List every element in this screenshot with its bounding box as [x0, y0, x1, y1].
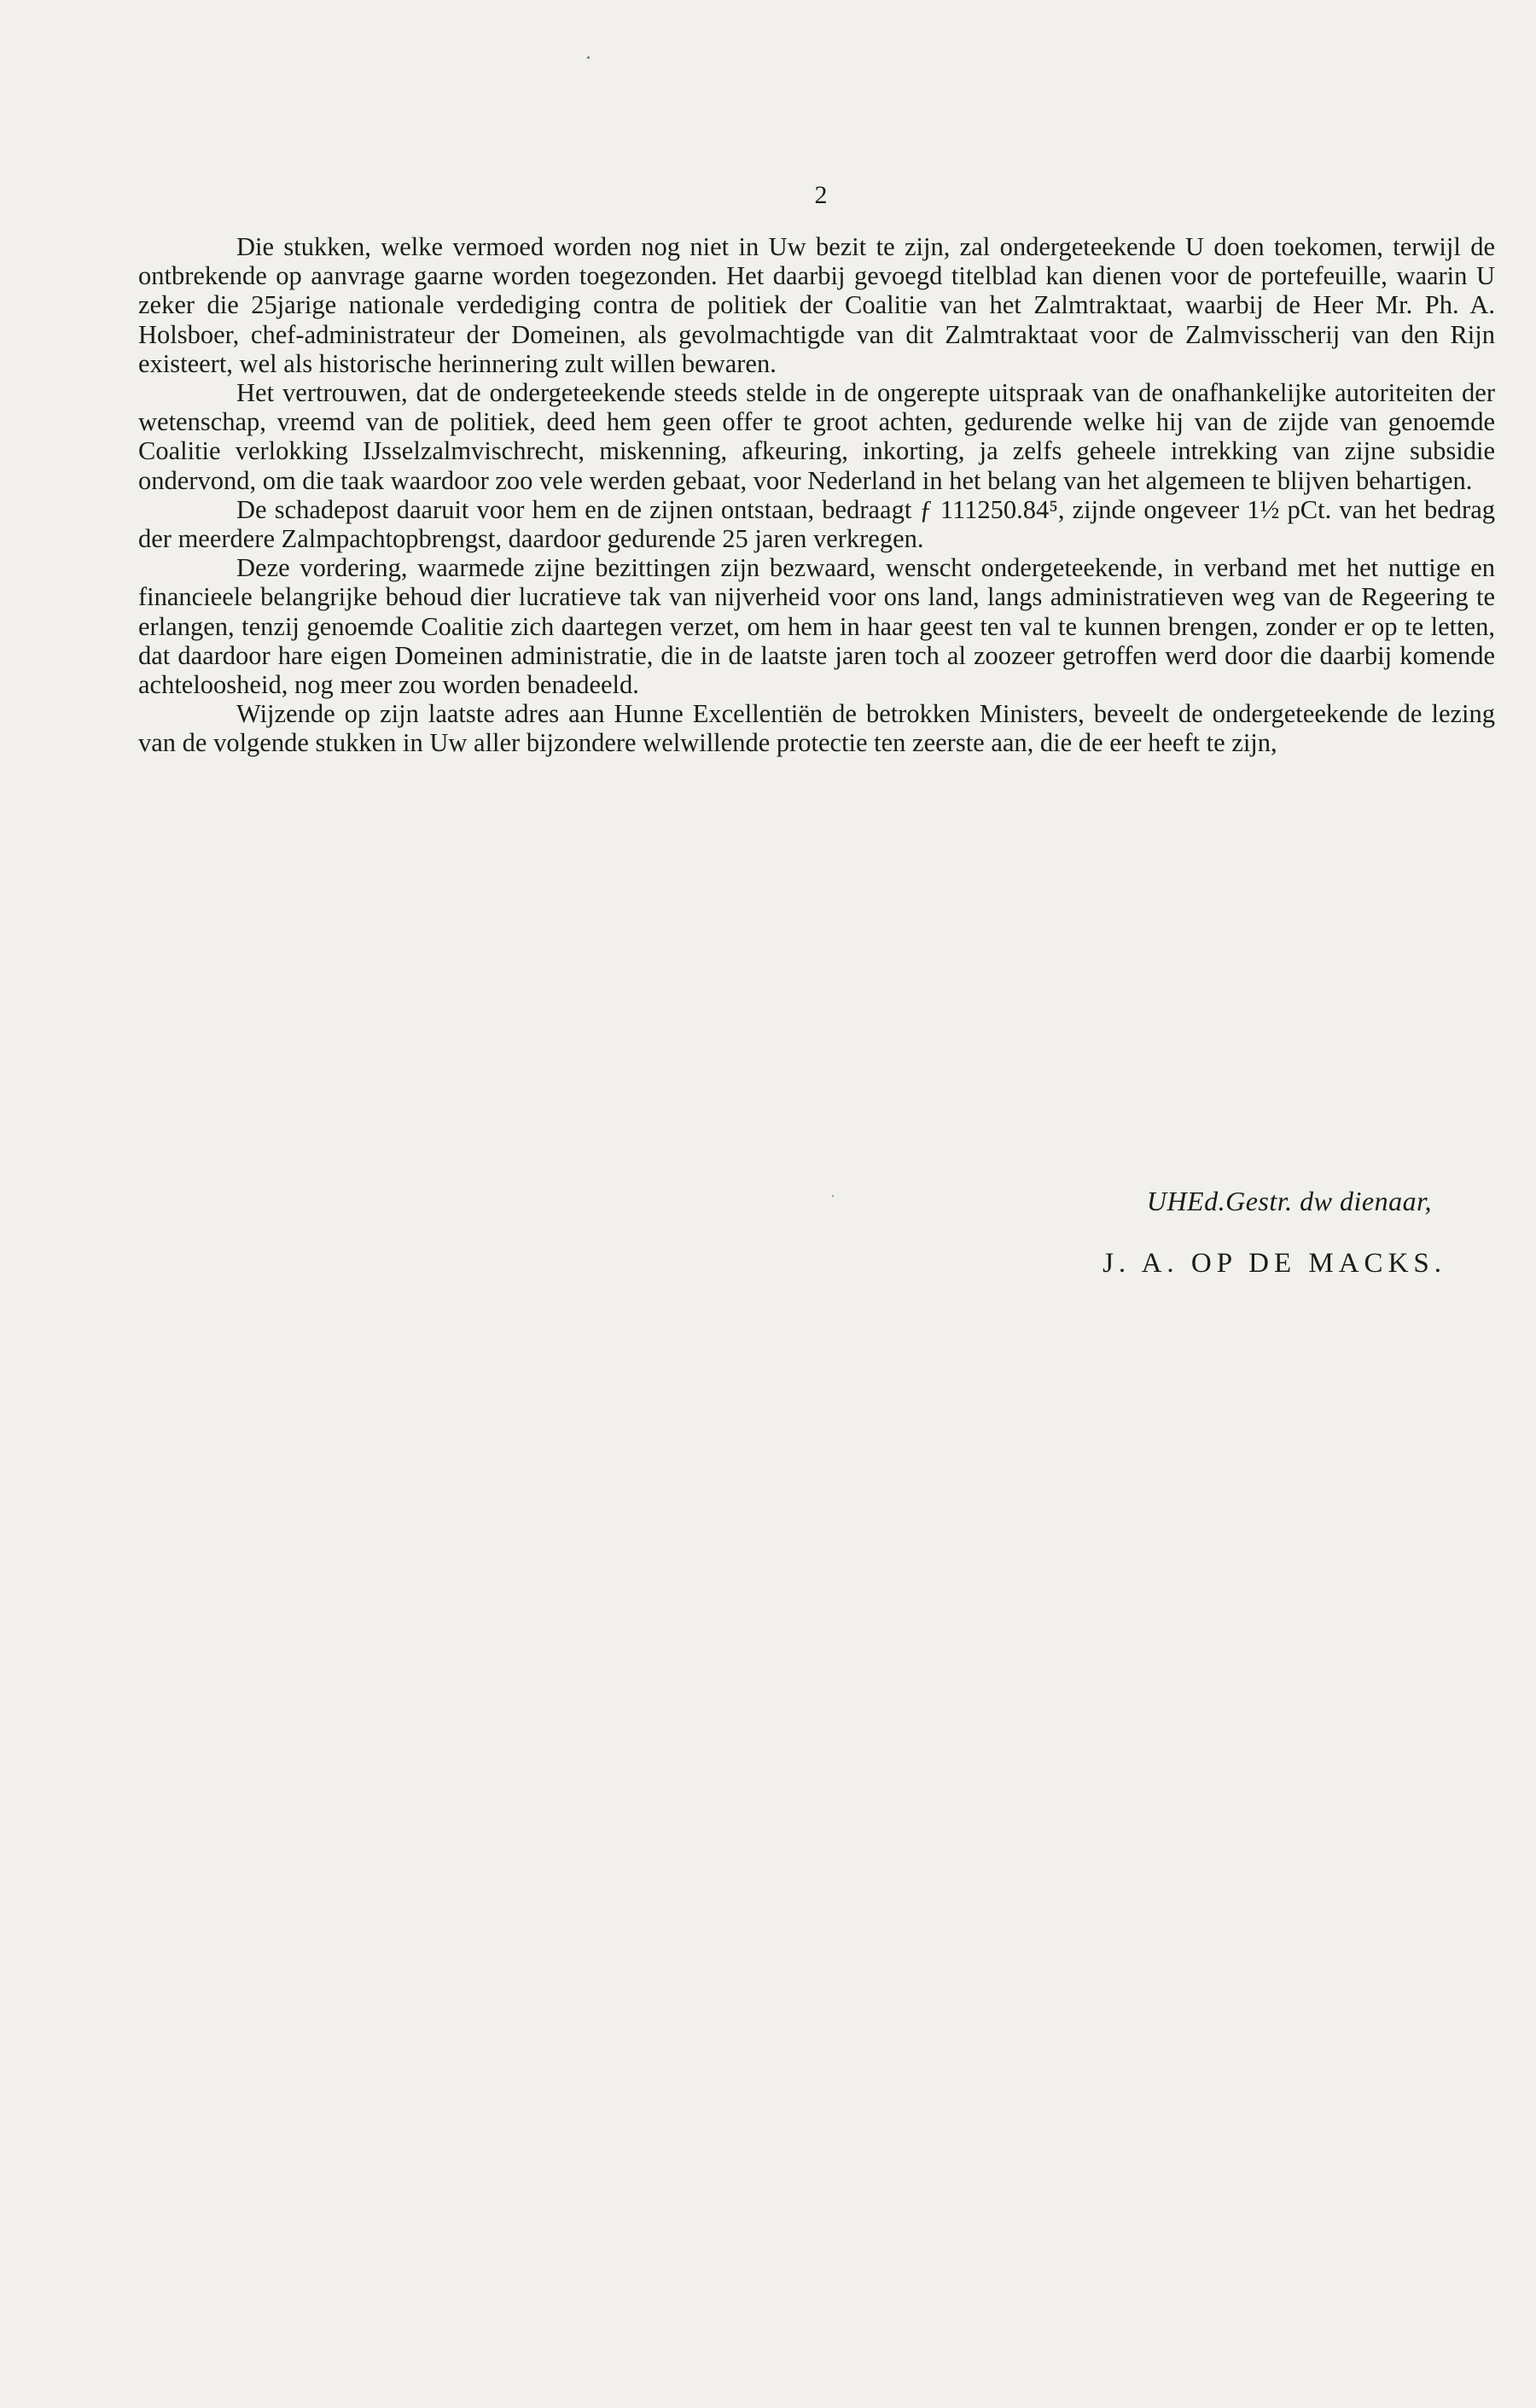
paragraph: Wijzende op zijn laatste adres aan Hunne Excellentiën de betrokken Ministers, beveelt de ondergeteekende de lezing van de volgende stukken in Uw aller bijzondere welwillende protectie ten zeerste aan, die de eer heeft te zijn, [138, 699, 1495, 758]
paragraph: Het vertrouwen, dat de ondergeteekende steeds stelde in de ongerepte uitspraak van de onafhankelijke autoriteiten der wetenschap, vreemd van de politiek, deed hem geen offer te groot achten, gedurende welke hij van de zijde van genoemde Coalitie verlokking IJsselzalmvischrecht, miskenning, afkeuring, inkorting, ja zelfs geheele intrekking van zijne subsidie ondervond, om die taak waardoor zoo vele werden gebaat, voor Nederland in het belang van het algemeen te blijven behartigen. [138, 378, 1495, 495]
letter-body [138, 232, 1495, 758]
paragraph: Deze vordering, waarmede zijne bezittingen zijn bezwaard, wenscht ondergeteekende, in verband met het nuttige en financieele belangrijke behoud dier lucratieve tak van nijverheid voor ons land, langs administratieven weg van de Regeering te erlangen, tenzij genoemde Coalitie zich daartegen verzet, om hem in haar geest ten val te kunnen brengen, zonder er op te letten, dat daardoor hare eigen Domeinen administratie, die in de laatste jaren toch al zoozeer getroffen werd door die daarbij komende achteloosheid, nog meer zou worden benadeeld. [138, 553, 1495, 700]
closing-salutation: UHEd.Gestr. dw dienaar, [1146, 1186, 1432, 1216]
paragraph: De schadepost daaruit voor hem en de zijnen ontstaan, bedraagt ƒ 111250.84⁵, zijnde ongeveer 1½ pCt. van het bedrag der meerdere Zalmpachtopbrengst, daardoor gedurende 25 jaren verkregen. [138, 494, 1495, 554]
paper-speck [832, 1195, 834, 1197]
paper-speck [587, 56, 590, 59]
signature: J. A. OP DE MACKS. [1103, 1248, 1446, 1279]
page-number: 2 [814, 181, 829, 209]
paragraph: Die stukken, welke vermoed worden nog niet in Uw bezit te zijn, zal ondergeteekende U doen toekomen, terwijl de ontbrekende op aanvrage gaarne worden toegezonden. Het daarbij gevoegd titelblad kan dienen voor de portefeuille, waarin U zeker die 25jarige nationale verdediging contra de politiek der Coalitie van het Zalmtraktaat, waarbij de Heer Mr. Ph. A. Holsboer, chef-administrateur der Domeinen, als gevolmachtigde van dit Zalmtraktaat voor de Zalmvisscherij van den Rijn existeert, wel als historische herinnering zult willen bewaren. [138, 232, 1495, 378]
